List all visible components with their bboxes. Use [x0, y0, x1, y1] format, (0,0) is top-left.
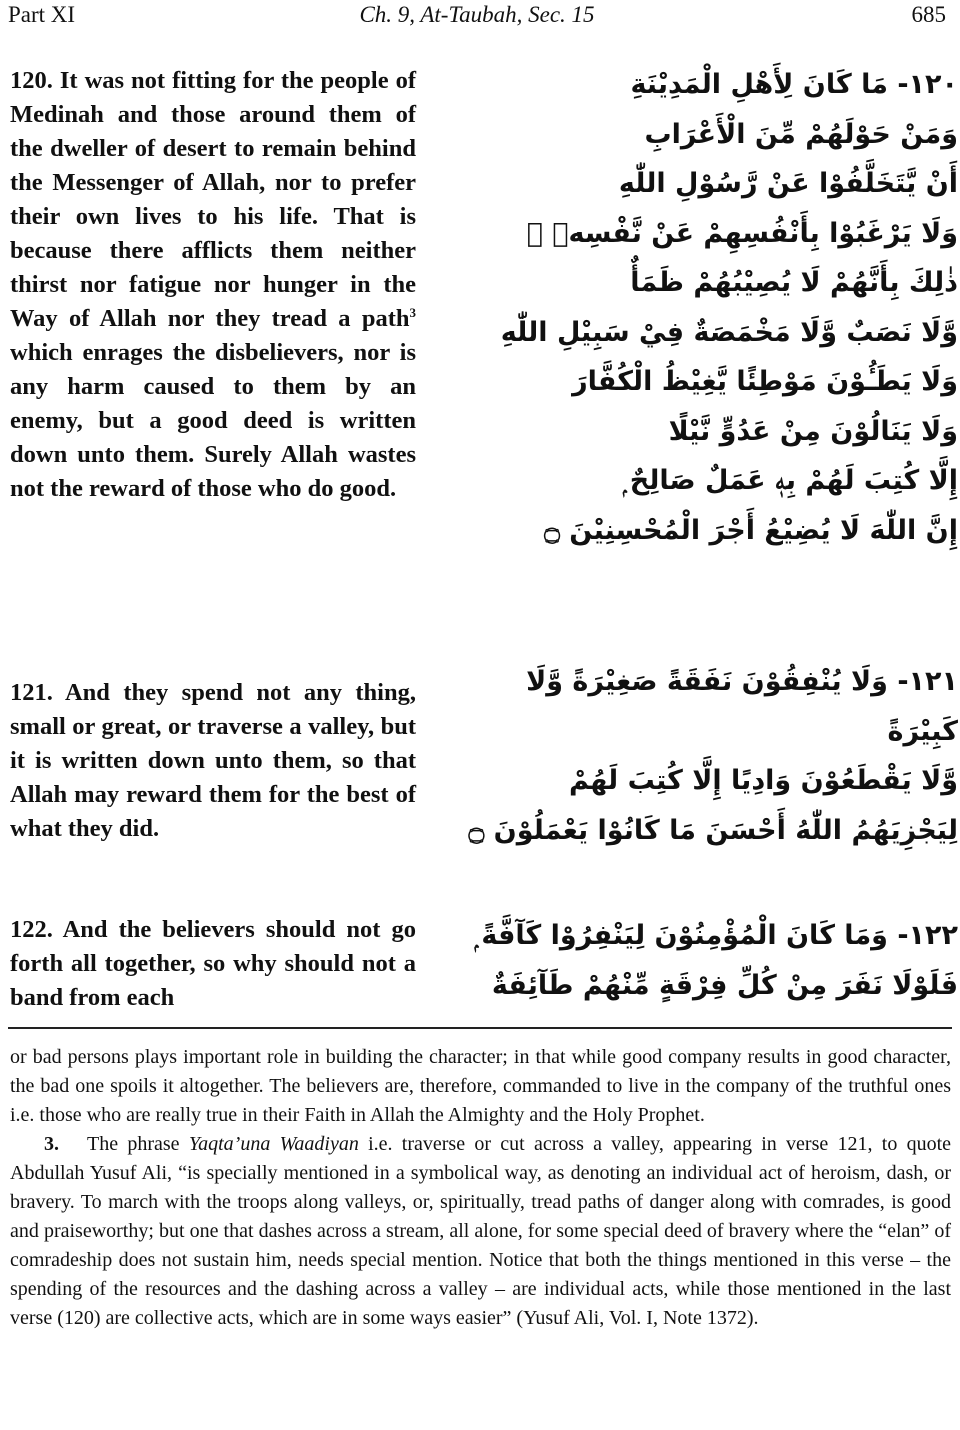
- arabic-line: وَلَا يَرْغَبُوْا بِأَنْفُسِهِمْ عَنْ نَّفْسِهٖ ۭ: [526, 217, 958, 249]
- arabic-line: ١٢١- وَلَا يُنْفِقُوْنَ نَفَقَةً صَغِيْرَةً وَّلَا: [526, 666, 958, 697]
- verse-122-translation: 122. And the believers should not go forth all together, so why should not a band from each: [10, 916, 416, 1011]
- page-header: [8, 2, 946, 34]
- verse-120-translation: [10, 64, 416, 506]
- arabic-line: وَّلَا يَقْطَعُوْنَ وَادِيًا إِلَّا كُتِبَ لَهُمْ: [569, 765, 958, 796]
- verse-121-translation: 121. And they spend not any thing, small or great, or traverse a valley, but it is written down unto them, so that Allah may reward them for the best of what they did.: [10, 679, 416, 842]
- verse-122-arabic: [474, 911, 958, 1010]
- verse-121-arabic: [468, 657, 958, 855]
- arabic-line: ذٰلِكَ بِأَنَّهُمْ لَا يُصِيْبُهُمْ ظَمَأٌ: [630, 267, 958, 298]
- arabic-line: وَمَنْ حَوْلَهُمْ مِّنَ الْأَعْرَابِ: [644, 118, 958, 150]
- footnote-body: i.e. traverse or cut across a valley, appearing in verse 121, to quote Abdullah Yusuf Ali, “is specially mentioned in a symbolical way, as denoting an individual act of heroism, dash, or bravery. To march with the troops along valleys, or, spiritually, tread paths of danger along with comrades, is good and praiseworthy; but one that dashes across a stream, all alone, for some special deed of bravery where the “elan” of comradeship does not sustain him, needs special mention. Notice that both the things mentioned in this verse – the spending of the resources and the dashing across a valley – are individual acts, while those mentioned in the last verse (120) are collective acts, which are in some ways easier” (Yusuf Ali, Vol. I, Note 1372).: [10, 1133, 952, 1329]
- arabic-line: كَبِيْرَةً: [887, 715, 958, 747]
- arabic-line: وَّلَا نَصَبٌ وَّلَا مَخْمَصَةٌ فِيْ سَبِيْلِ اللّٰهِ: [500, 316, 958, 348]
- arabic-line: وَلَا يَطَـُٔوْنَ مَوْطِئًا يَّغِيْظُ الْكُفَّارَ: [572, 366, 958, 397]
- footnote-lead: The phrase: [87, 1133, 189, 1155]
- arabic-line: ١٢٢- وَمَا كَانَ الْمُؤْمِنُوْنَ لِيَنْفِرُوْا كَآفَّةً ۭ: [474, 920, 958, 951]
- footnotes: [10, 1043, 951, 1333]
- footnote-ref-3[interactable]: 3: [409, 304, 416, 320]
- arabic-line: لِيَجْزِيَهُمُ اللّٰهُ أَحْسَنَ مَا كَانُوْا يَعْمَلُوْنَ ۝: [468, 814, 958, 846]
- arabic-line: إِلَّا كُتِبَ لَهُمْ بِهٖ عَمَلٌ صَالِحٌ ۭ: [623, 465, 958, 496]
- footnote-3: [10, 1130, 951, 1333]
- arabic-line: إِنَّ اللّٰهَ لَا يُضِيْعُ أَجْرَ الْمُحْسِنِيْنَ ۝: [544, 514, 958, 546]
- verse-120-text-after: which enrages the disbelievers, nor is any harm caused to them by an enemy, but a good deed is written down unto them. Surely Allah wastes not the reward of those who do good.: [10, 339, 416, 502]
- footnote-number: 3.: [44, 1133, 59, 1155]
- arabic-line: أَنْ يَّتَخَلَّفُوْا عَنْ رَّسُوْلِ اللّٰهِ: [618, 168, 958, 199]
- arabic-line: ١٢٠- مَا كَانَ لِأَهْلِ الْمَدِيْنَةِ: [630, 69, 958, 100]
- arabic-line: فَلَوْلَا نَفَرَ مِنْ كُلِّ فِرْقَةٍ مِّنْهُمْ طَآئِفَةٌ: [491, 969, 958, 1001]
- verse-120-text-before: 120. It was not fitting for the people of Medinah and those around them of the dweller of desert to remain behind the Messenger of Allah, nor to prefer their own lives to his life. That is because there afflicts them neither thirst nor fatigue nor hunger in the Way of Allah nor they tread a path: [10, 67, 416, 332]
- arabic-line: وَلَا يَنَالُوْنَ مِنْ عَدُوٍّ نَّيْلًا: [668, 415, 958, 447]
- verse-120-arabic: [500, 60, 958, 555]
- page-number: 685: [911, 2, 946, 27]
- chapter-title: Ch. 9, At-Taubah, Sec. 15: [359, 2, 595, 27]
- part-label: Part XI: [8, 2, 76, 27]
- footnote-continuation: or bad persons plays important role in building the character; in that while good company results in good character, the bad one spoils it altogether. The believers are, therefore, commanded to live in the company of the truthful ones i.e. those who are really true in their Faith in Allah the Almighty and the Holy Prophet.: [10, 1046, 951, 1126]
- footnote-italic-phrase: Yaqta’una Waadiyan: [188, 1133, 359, 1155]
- footnote-divider: [8, 1027, 952, 1029]
